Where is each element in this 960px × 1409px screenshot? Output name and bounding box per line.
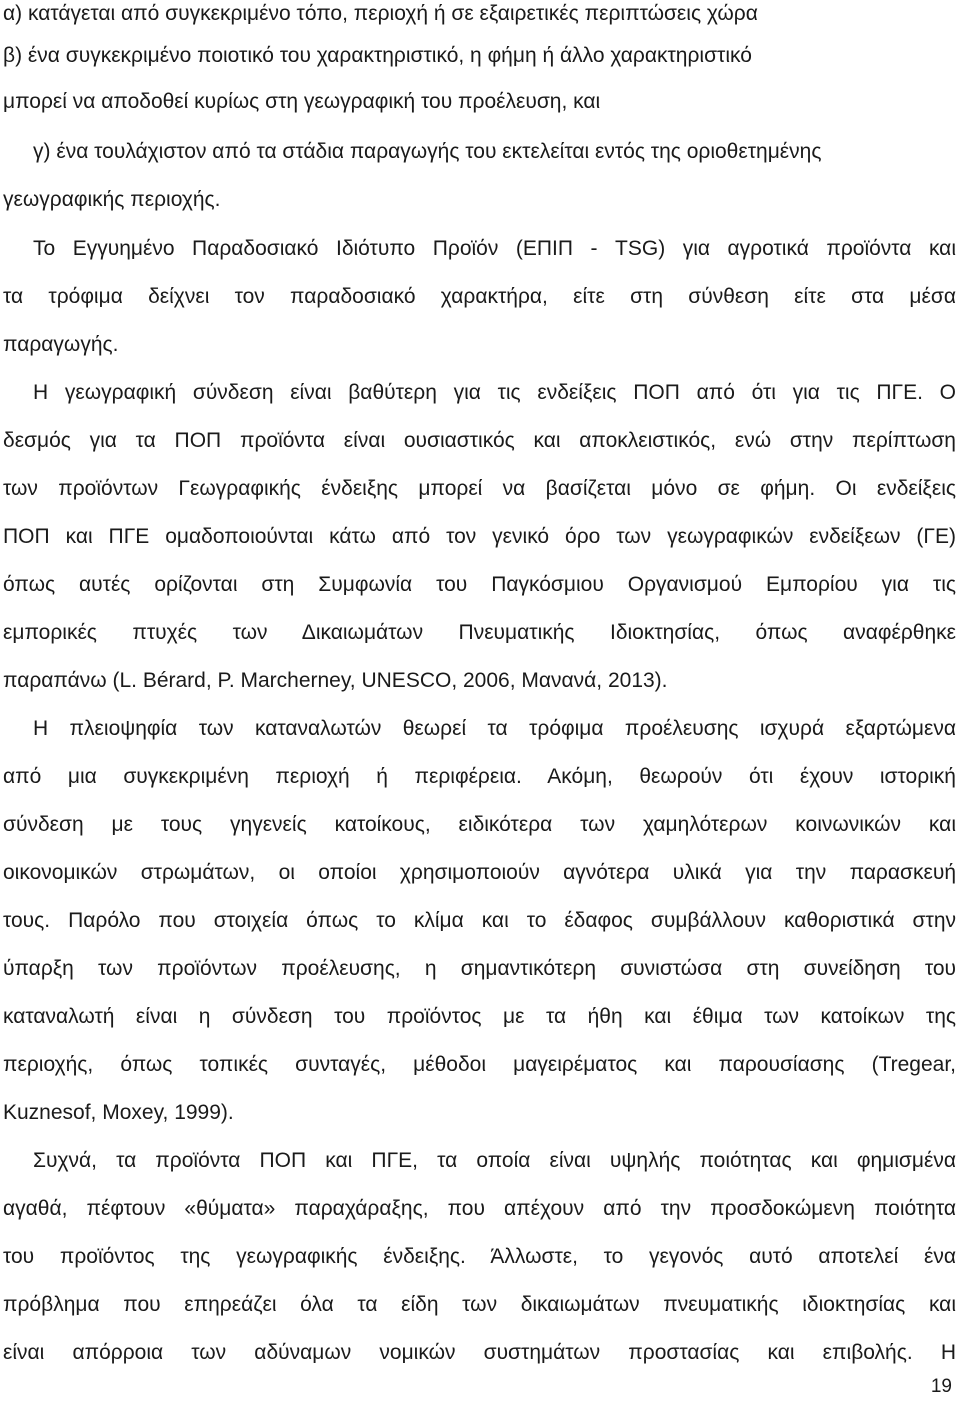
text-line: Kuznesof, Moxey, 1999). [3,1101,234,1124]
text-line: δεσμός για τα ΠΟΠ προϊόντα είναι ουσιαστικός και αποκλειστικός, ενώ στην περίπτωση [3,429,956,452]
text-line: γεωγραφικής περιοχής. [3,188,221,211]
text-line: από μια συγκεκριμένη περιοχή ή περιφέρεια. Ακόμη, θεωρούν ότι έχουν ιστορική [3,765,956,788]
text-line: του προϊόντος της γεωγραφικής ένδειξης. Άλλωστε, το γεγονός αυτό αποτελεί ένα [3,1245,956,1268]
text-line: γ) ένα τουλάχιστον από τα στάδια παραγωγής του εκτελείται εντός της οριοθετημένης [33,140,822,163]
text-line: εμπορικές πτυχές των Δικαιωμάτων Πνευματικής Ιδιοκτησίας, όπως αναφέρθηκε [3,621,956,644]
text-line: αγαθά, πέφτουν «θύματα» παραχάραξης, που απέχουν από την προσδοκώμενη ποιότητα [3,1197,956,1220]
text-line: Το Εγγυημένο Παραδοσιακό Ιδιότυπο Προϊόν (ΕΠΙΠ ‑ TSG) για αγροτικά προϊόντα και [33,237,956,260]
text-line: α) κατάγεται από συγκεκριμένο τόπο, περιοχή ή σε εξαιρετικές περιπτώσεις χώρα [3,2,758,25]
text-line: παραγωγής. [3,333,119,356]
text-line: μπορεί να αποδοθεί κυρίως στη γεωγραφική του προέλευση, και [3,90,601,113]
text-line: Συχνά, τα προϊόντα ΠΟΠ και ΠΓΕ, τα οποία είναι υψηλής ποιότητας και φημισμένα [33,1149,956,1172]
text-line: Η γεωγραφική σύνδεση είναι βαθύτερη για τις ενδείξεις ΠΟΠ από ότι για τις ΠΓΕ. Ο [33,381,956,404]
text-line: τα τρόφιμα δείχνει τον παραδοσιακό χαρακτήρα, είτε στη σύνθεση είτε στα μέσα [3,285,956,308]
text-line: καταναλωτή είναι η σύνδεση του προϊόντος με τα ήθη και έθιμα των κατοίκων της [3,1005,956,1028]
text-line: των προϊόντων Γεωγραφικής ένδειξης μπορεί να βασίζεται μόνο σε φήμη. Οι ενδείξεις [3,477,956,500]
text-line: σύνδεση με τους γηγενείς κατοίκους, ειδικότερα των χαμηλότερων κοινωνικών και [3,813,956,836]
text-line: β) ένα συγκεκριμένο ποιοτικό του χαρακτηριστικό, η φήμη ή άλλο χαρακτηριστικό [3,44,752,67]
text-line: Η πλειοψηφία των καταναλωτών θεωρεί τα τρόφιμα προέλευσης ισχυρά εξαρτώμενα [33,717,956,740]
text-line: παραπάνω (L. Bérard, P. Marcherney, UNESCO, 2006, Μανανά, 2013). [3,669,668,692]
text-line: περιοχής, όπως τοπικές συνταγές, μέθοδοι μαγειρέματος και παρουσίασης (Tregear, [3,1053,956,1076]
text-line: είναι απόρροια των αδύναμων νομικών συστημάτων προστασίας και επιβολής. Η [3,1341,956,1364]
text-line: ΠΟΠ και ΠΓΕ ομαδοποιούνται κάτω από τον γενικό όρο των γεωγραφικών ενδείξεων (ΓΕ) [3,525,956,548]
text-line: ύπαρξη των προϊόντων προέλευσης, η σημαντικότερη συνιστώσα στη συνείδηση του [3,957,956,980]
text-line: όπως αυτές ορίζονται στη Συμφωνία του Παγκόσμιου Οργανισμού Εμπορίου για τις [3,573,956,596]
text-line: οικονομικών στρωμάτων, οι οποίοι χρησιμοποιούν αγνότερα υλικά για την παρασκευή [3,861,956,884]
page-number: 19 [930,1376,952,1397]
text-line: πρόβλημα που επηρεάζει όλα τα είδη των δικαιωμάτων πνευματικής ιδιοκτησίας και [3,1293,956,1316]
text-line: τους. Παρόλο που στοιχεία όπως το κλίμα και το έδαφος συμβάλλουν καθοριστικά στην [3,909,956,932]
